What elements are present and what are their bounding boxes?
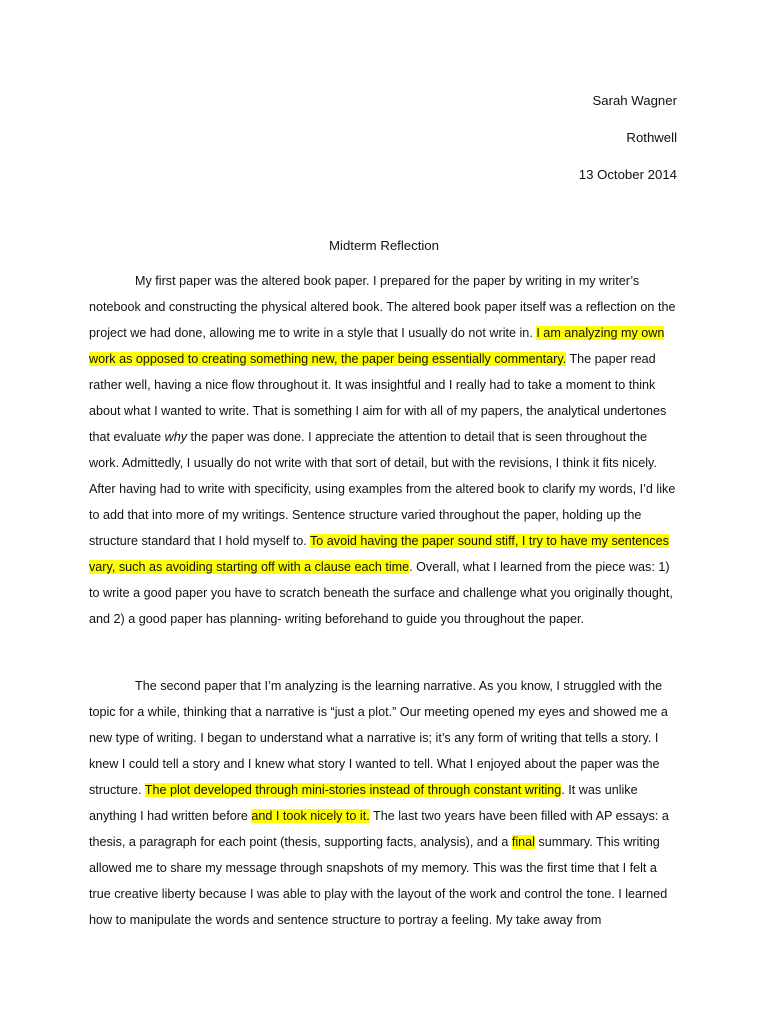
highlight-1: I am analyzing my own work as opposed to creating something new, the paper being essentially commentary. xyxy=(89,326,665,366)
highlight-3: The plot developed through mini-stories instead of through constant writing xyxy=(144,783,562,797)
paragraph-2-text: The second paper that I’m analyzing is the learning narrative. As you know, I struggled with the topic for a while, thinking that a narrative is “just a plot.” Our meeting opened my eyes and showed me a new type of writing. I began to understand what a narrative is; it’s any form of writing that tells a story. I knew I could tell a story and I knew what story I wanted to tell. What I enjoyed about the paper was the structure. xyxy=(89,679,668,797)
paragraph-1 xyxy=(89,268,676,632)
document-title: Midterm Reflection xyxy=(329,238,439,253)
highlight-4: and I took nicely to it. xyxy=(251,809,370,823)
paragraph-1-text: . Overall, what I learned from the piece was: 1) to write a good paper you have to scratch beneath the surface and challenge what you originally thought, and 2) a good paper has planning- writing beforehand to guide you throughout the paper. xyxy=(89,560,673,626)
paragraph-1-text: My first paper was the altered book paper. I prepared for the paper by writing in my writer’s notebook and constructing the physical altered book. The altered book paper itself was a reflection on the project we had done, allowing me to write in a style that I usually do not write in. xyxy=(89,274,676,340)
emphasis-why: why xyxy=(164,430,188,444)
highlight-5: final xyxy=(511,835,535,849)
paragraph-1-text: the paper was done. I appreciate the attention to detail that is seen throughout the work. Admittedly, I usually do not write with that sort of detail, but with the revisions, I think it fits nicely. After having had to write with specificity, using examples from the altered book to clarify my words, I’d like to add that into more of my writings. Sentence structure varied throughout the paper, holding up the structure standard that I hold myself to. xyxy=(89,430,676,548)
highlight-2: To avoid having the paper sound stiff, I try to have my sentences vary, such as avoiding starting off with a clause each time xyxy=(89,534,669,574)
paragraph-2-text: summary. This writing allowed me to share my message through snapshots of my memory. This was the first time that I felt a true creative liberty because I was able to play with the layout of the work and control the tone. I learned how to manipulate the words and sentence structure to portray a feeling. My take away from xyxy=(89,835,668,927)
document-date: 13 October 2014 xyxy=(578,167,677,182)
author-name: Sarah Wagner xyxy=(592,93,677,108)
paragraph-2 xyxy=(89,673,676,933)
paragraph-2-text: . It was unlike anything I had written before xyxy=(89,783,638,823)
paragraph-2-text: The last two years have been filled with AP essays: a thesis, a paragraph for each point (thesis, supporting facts, analysis), and a xyxy=(89,809,669,849)
instructor-name: Rothwell xyxy=(626,130,677,145)
paragraph-1-text: The paper read rather well, having a nice flow throughout it. It was insightful and I really had to take a moment to think about what I wanted to write. That is something I aim for with all of my papers, the analytical undertones that evaluate xyxy=(89,352,667,444)
